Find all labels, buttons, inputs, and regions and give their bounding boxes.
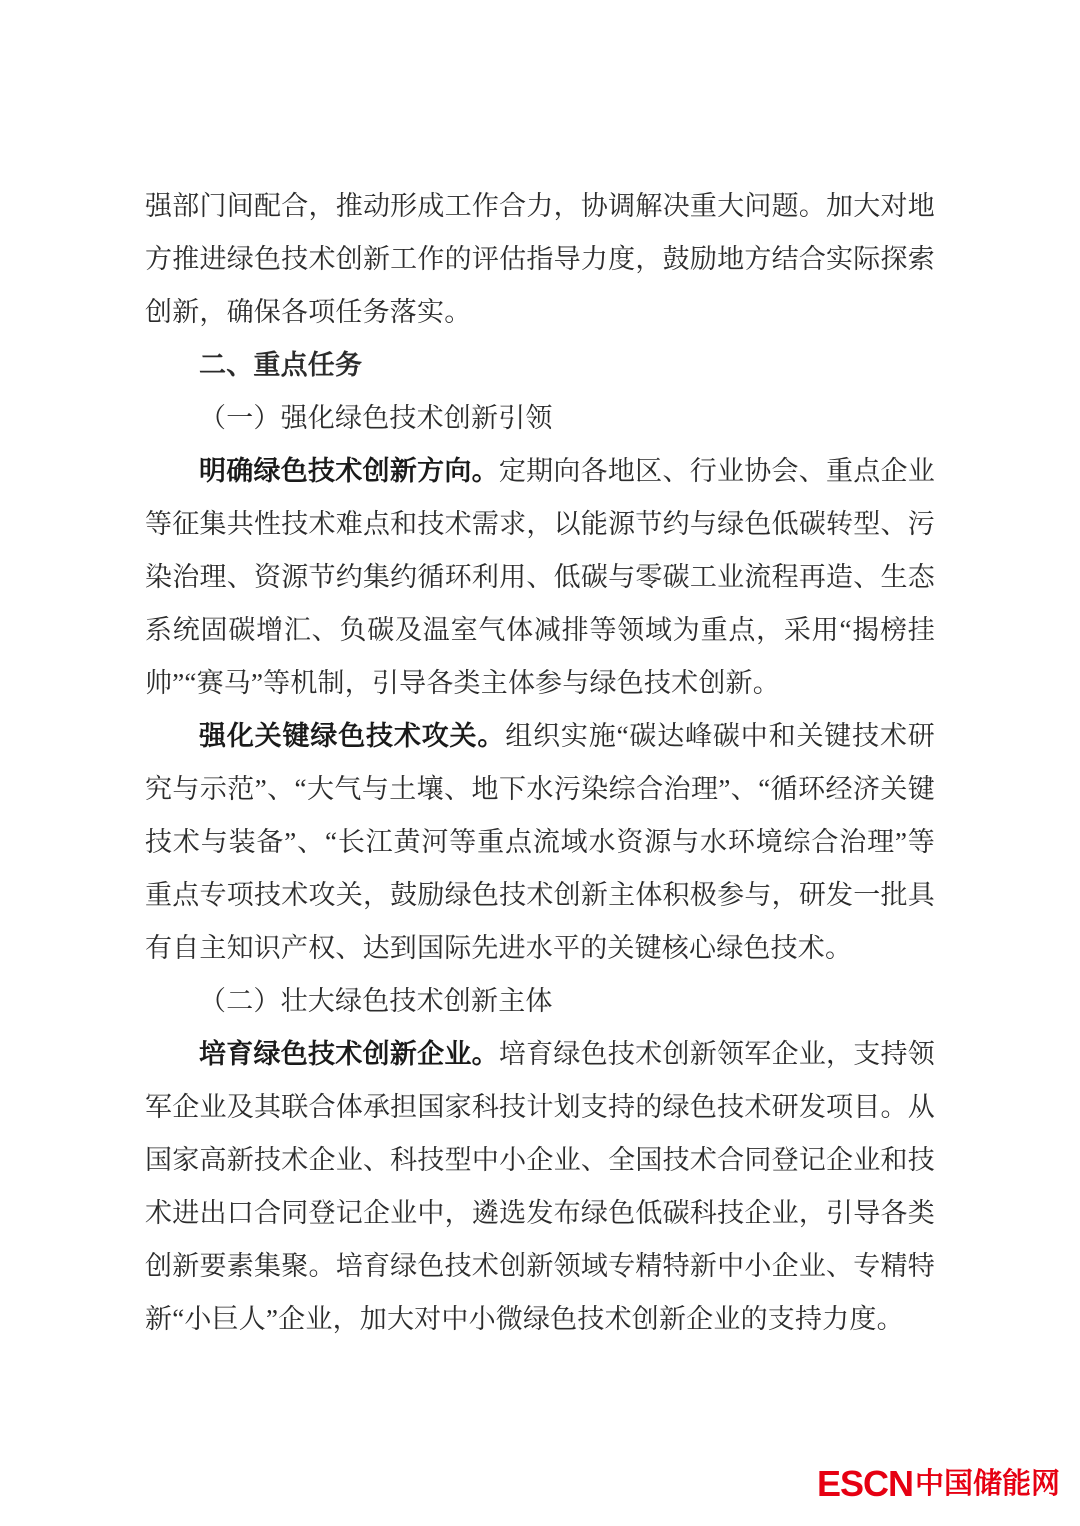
paragraph-lead: 明确绿色技术创新方向。 bbox=[199, 456, 499, 486]
paragraph-text: 组织实施“碳达峰碳中和关键技术研究与示范”、“大气与土壤、地下水污染综合治理”、“循环经济关键技术与装备”、“长江黄河等重点流域水资源与水环境综合治理”等重点专项技术攻关，鼓励绿色技术创新主体积极参与，研发一批具有自主知识产权、达到国际先进水平的关键核心绿色技术。 bbox=[145, 721, 935, 963]
paragraph-text: 培育绿色技术创新领军企业，支持领军企业及其联合体承担国家科技计划支持的绿色技术研发项目。从国家高新技术企业、科技型中小企业、全国技术合同登记企业和技术进出口合同登记企业中，遴选发布绿色低碳科技企业，引导各类创新要素集聚。培育绿色技术创新领域专精特新中小企业、专精特新“小巨人”企业，加大对中小微绿色技术创新企业的支持力度。 bbox=[145, 1039, 935, 1334]
subsection-heading-1: （一）强化绿色技术创新引领 bbox=[199, 403, 553, 433]
paragraph-text: 强部门间配合，推动形成工作合力，协调解决重大问题。加大对地方推进绿色技术创新工作的评估指导力度，鼓励地方结合实际探索创新，确保各项任务落实。 bbox=[145, 191, 935, 327]
paragraph bbox=[145, 710, 935, 975]
escn-logo bbox=[817, 1462, 1060, 1506]
document-body bbox=[145, 180, 935, 1346]
paragraph bbox=[145, 1028, 935, 1346]
section-heading: 二、重点任务 bbox=[199, 350, 363, 380]
escn-logo-latin: ESCN bbox=[816, 1463, 913, 1504]
paragraph bbox=[145, 445, 935, 710]
subsection-heading-2: （二）壮大绿色技术创新主体 bbox=[199, 986, 553, 1016]
escn-logo-cjk: 中国储能网 bbox=[914, 1467, 1060, 1500]
paragraph-text: 定期向各地区、行业协会、重点企业等征集共性技术难点和技术需求，以能源节约与绿色低碳转型、污染治理、资源节约集约循环利用、低碳与零碳工业流程再造、生态系统固碳增汇、负碳及温室气体减排等领域为重点，采用“揭榜挂帅”“赛马”等机制，引导各类主体参与绿色技术创新。 bbox=[145, 456, 935, 698]
paragraph-lead: 培育绿色技术创新企业。 bbox=[199, 1039, 499, 1069]
paragraph-continuation bbox=[145, 180, 935, 339]
paragraph-lead: 强化关键绿色技术攻关。 bbox=[199, 721, 506, 751]
